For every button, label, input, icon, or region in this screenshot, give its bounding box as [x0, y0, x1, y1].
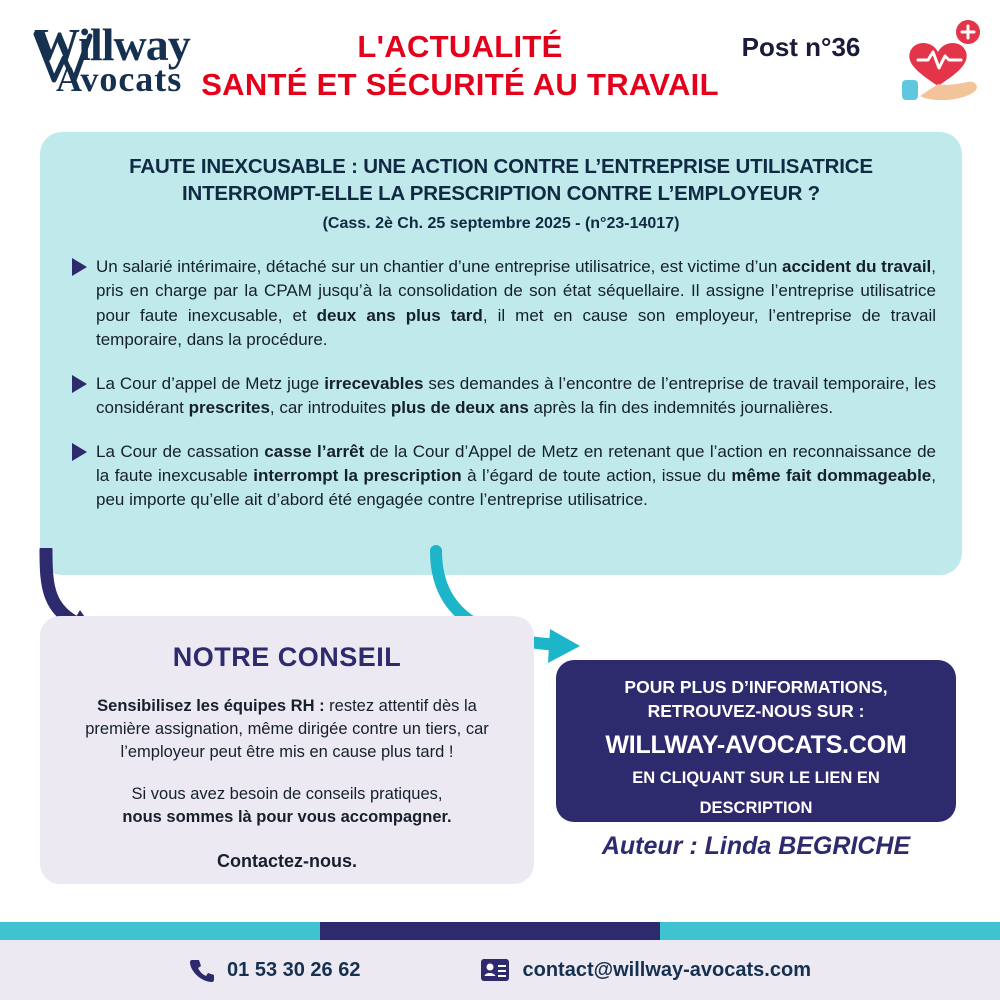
- footer: [0, 940, 1000, 1000]
- title-line-2: SANTÉ ET SÉCURITÉ AU TRAVAIL: [201, 66, 719, 102]
- heart-hand-icon: [892, 18, 984, 104]
- cta-line-1: POUR PLUS D’INFORMATIONS,: [624, 677, 888, 697]
- triangle-bullet-icon: [72, 258, 87, 276]
- author-credit: Auteur : Linda BEGRICHE: [601, 832, 911, 860]
- logo-text-willway: Willway: [34, 19, 190, 70]
- list-item-text: La Cour d’appel de Metz juge irrecevables ses demandes à l’encontre de l’entreprise de travail temporaire, les considérant prescrites, car introduites plus de deux ans après la fin des indemnités journalières.: [96, 373, 936, 417]
- cta-line-3: EN CLIQUANT SUR LE LIEN EN: [632, 769, 880, 788]
- cta-line-4: DESCRIPTION: [699, 798, 813, 817]
- list-item: [66, 372, 936, 420]
- triangle-bullet-icon: [72, 443, 87, 461]
- advice-paragraph-1: Sensibilisez les équipes RH : restez attentif dès la première assignation, même dirigée contre un tiers, car l’employeur peut être mis en cause plus tard !: [85, 697, 489, 761]
- case-title-line-1: FAUTE INEXCUSABLE : UNE ACTION CONTRE L’ENTREPRISE UTILISATRICE: [129, 155, 873, 178]
- logo-text-avocats: Avocats: [56, 59, 183, 99]
- triangle-bullet-icon: [72, 375, 87, 393]
- strip-segment-left: [0, 922, 320, 940]
- list-item-text: Un salarié intérimaire, détaché sur un chantier d’une entreprise utilisatrice, est victime d’un accident du travail, pris en charge par la CPAM jusqu’à la consolidation de son état séquellaire. Il assigne l’entreprise utilisatrice pour faute inexcusable, et deux ans plus tard, il met en cause son employeur, l’entreprise de travail temporaire, dans la procédure.: [96, 257, 937, 349]
- title-line-1: L'ACTUALITÉ: [357, 29, 563, 64]
- strip-segment-right: [660, 922, 1000, 940]
- advice-paragraph-2: Si vous avez besoin de conseils pratiques, nous sommes là pour vous accompagner.: [122, 785, 452, 827]
- case-title-line-2: INTERROMPT-ELLE LA PRESCRIPTION CONTRE L’EMPLOYEUR ?: [181, 181, 821, 205]
- bullet-list: [66, 255, 936, 512]
- advice-title: NOTRE CONSEIL: [172, 642, 402, 672]
- email-card-icon: [480, 958, 510, 982]
- website-url[interactable]: WILLWAY-AVOCATS.COM: [605, 731, 907, 760]
- footer-email-text: contact@willway-avocats.com: [522, 958, 811, 981]
- cta-box[interactable]: [556, 660, 956, 822]
- advice-box: [40, 616, 534, 884]
- list-item: [66, 255, 936, 352]
- footer-email[interactable]: [480, 958, 811, 982]
- cta-line-2: RETROUVEZ-NOUS SUR :: [647, 700, 865, 721]
- main-content-card: [40, 132, 962, 575]
- case-title: [66, 154, 936, 207]
- phone-icon: [189, 957, 215, 983]
- page-title: [200, 28, 720, 104]
- footer-phone[interactable]: [189, 957, 360, 983]
- advice-contact-call: Contactez-nous.: [216, 850, 357, 871]
- case-reference: (Cass. 2è Ch. 25 septembre 2025 - (n°23-14017): [322, 215, 680, 233]
- post-number: Post n°36: [741, 32, 861, 62]
- strip-segment-middle: [320, 922, 660, 940]
- list-item-text: La Cour de cassation casse l’arrêt de la Cour d’Appel de Metz en retenant que l’action en reconnaissance de la faute inexcusable interrompt la prescription à l’égard de toute action, issue du même fait dommageable, peu importe qu’elle ait d’abord été engagée contre l’entreprise utilisatrice.: [96, 442, 936, 510]
- footer-color-strip: [0, 922, 1000, 940]
- footer-phone-text: 01 53 30 26 62: [227, 958, 361, 981]
- list-item: [66, 440, 936, 512]
- header: [0, 0, 1000, 125]
